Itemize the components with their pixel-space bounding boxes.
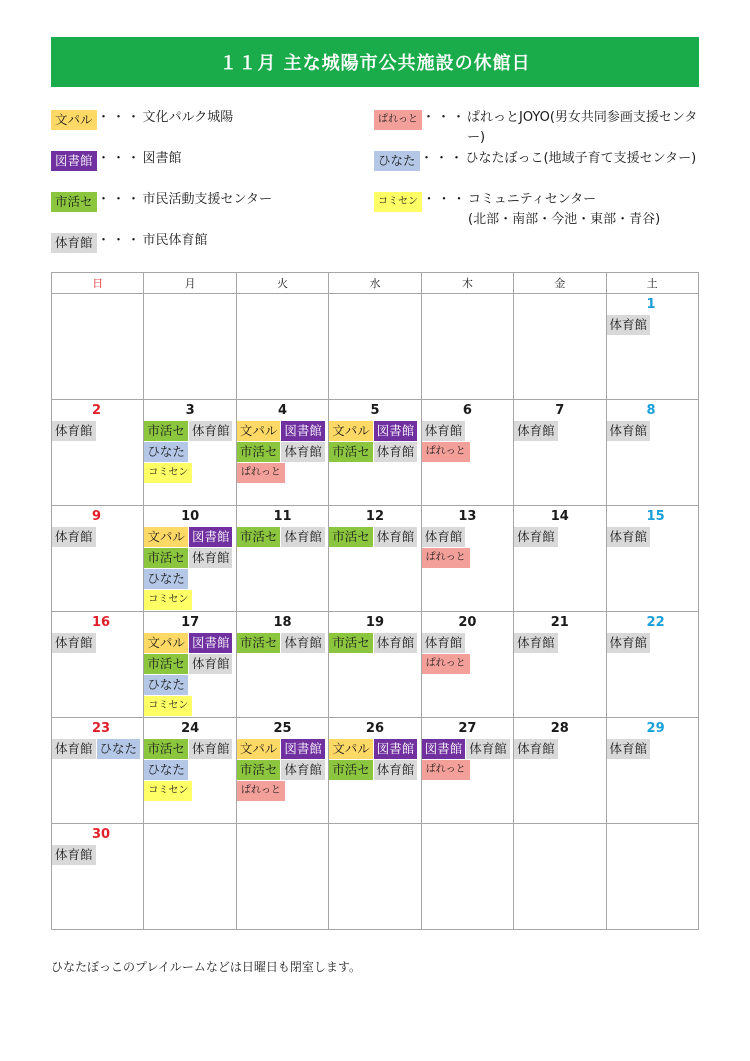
closure-tag: 体育館 <box>52 739 96 759</box>
weekday-sun: 日 <box>52 273 144 294</box>
closure-tags <box>237 739 328 802</box>
closure-tags <box>422 421 513 463</box>
day-number: 19 <box>365 615 385 630</box>
legend-dots: ・・・ <box>97 151 143 166</box>
day-number: 23 <box>92 721 111 736</box>
legend-tag: コミセン <box>374 192 422 212</box>
closure-tag: 図書館 <box>281 739 325 759</box>
weekday-thu: 木 <box>421 273 513 294</box>
closure-tag: ひなた <box>144 442 188 462</box>
closure-tag: 体育館 <box>281 633 325 653</box>
closure-tags <box>607 739 698 760</box>
closure-tags <box>329 739 420 781</box>
closure-tag: 体育館 <box>374 633 418 653</box>
legend-item-bunpal <box>51 108 233 130</box>
calendar-day-cell <box>606 400 698 506</box>
day-number: 30 <box>92 827 111 842</box>
closure-tag: 体育館 <box>189 421 233 441</box>
calendar-day-cell <box>514 612 606 718</box>
closure-tags <box>52 527 143 548</box>
calendar-day-cell <box>236 612 328 718</box>
legend-dots: ・・・ <box>420 151 466 166</box>
calendar-day-cell <box>144 294 236 400</box>
day-number: 10 <box>181 509 200 524</box>
legend-dots: ・・・ <box>97 192 143 207</box>
legend-item-komisen <box>374 190 660 230</box>
closure-tag: 市活セ <box>329 633 373 653</box>
legend-item-hinata <box>374 149 696 171</box>
weekday-sat: 土 <box>606 273 698 294</box>
calendar-day-cell <box>606 612 698 718</box>
legend-item-paretto <box>374 108 699 148</box>
closure-tag: 体育館 <box>374 760 418 780</box>
weekday-fri: 金 <box>514 273 606 294</box>
legend-tag: ぱれっと <box>374 110 422 130</box>
calendar-day-cell <box>329 294 421 400</box>
calendar-day-cell <box>52 400 144 506</box>
legend-dots: ・・・ <box>422 192 468 207</box>
calendar-day-cell <box>514 506 606 612</box>
day-number: 6 <box>462 403 472 418</box>
closure-tag: 体育館 <box>607 315 651 335</box>
calendar-week-row <box>52 824 699 930</box>
closure-tag: ぱれっと <box>422 442 470 462</box>
calendar-day-cell <box>329 824 421 930</box>
calendar-week-row <box>52 612 699 718</box>
closure-tag: 図書館 <box>189 527 233 547</box>
calendar-day-cell <box>421 718 513 824</box>
day-number: 9 <box>92 509 102 524</box>
closure-tag: 文パル <box>144 633 188 653</box>
calendar-day-cell <box>144 400 236 506</box>
closure-tag: 市活セ <box>144 739 188 759</box>
closure-tag: 体育館 <box>189 548 233 568</box>
closure-tags <box>422 633 513 675</box>
closure-tag: ぱれっと <box>237 781 285 801</box>
closure-tag: コミセン <box>144 463 192 483</box>
closure-tags <box>607 421 698 442</box>
closure-tag: ぱれっと <box>422 548 470 568</box>
calendar-day-cell <box>236 824 328 930</box>
calendar-week-row <box>52 400 699 506</box>
closure-tag: 体育館 <box>607 421 651 441</box>
closure-tag: 体育館 <box>514 527 558 547</box>
day-number: 16 <box>92 615 111 630</box>
day-number: 15 <box>646 509 665 524</box>
closure-tag: 図書館 <box>189 633 233 653</box>
closure-tag: 体育館 <box>514 633 558 653</box>
closure-tag: 体育館 <box>422 633 466 653</box>
calendar-day-cell <box>421 824 513 930</box>
calendar-day-cell <box>52 612 144 718</box>
closure-tag: 体育館 <box>514 421 558 441</box>
closure-tag: 体育館 <box>422 421 466 441</box>
closure-tags <box>607 527 698 548</box>
closure-tag: 市活セ <box>237 633 281 653</box>
day-number: 22 <box>646 615 665 630</box>
day-number: 4 <box>278 403 288 418</box>
closure-tag: 体育館 <box>607 527 651 547</box>
calendar-day-cell <box>329 506 421 612</box>
day-number: 17 <box>181 615 200 630</box>
closure-tag: 体育館 <box>52 527 96 547</box>
legend-desc: ひなたぼっこ(地域子育て支援センター) <box>465 151 697 166</box>
calendar-day-cell <box>514 718 606 824</box>
day-number: 28 <box>550 721 569 736</box>
legend-desc: 図書館 <box>142 151 182 166</box>
calendar-day-cell <box>606 294 698 400</box>
legend-dots: ・・・ <box>422 110 468 125</box>
closure-tags <box>144 527 235 611</box>
closure-tags <box>144 421 235 484</box>
calendar-grid <box>51 272 699 930</box>
calendar-day-cell <box>606 506 698 612</box>
calendar-day-cell <box>514 294 606 400</box>
closure-tag: 市活セ <box>329 760 373 780</box>
closure-tag: ぱれっと <box>422 760 470 780</box>
closure-tags <box>514 527 605 548</box>
calendar-day-cell <box>144 506 236 612</box>
calendar-day-cell <box>329 718 421 824</box>
footnote: ひなたぼっこのプレイルームなどは日曜日も閉室します。 <box>51 960 361 974</box>
closure-tags <box>52 421 143 442</box>
calendar-week-row <box>52 506 699 612</box>
day-number: 7 <box>555 403 565 418</box>
closure-tags <box>144 633 235 717</box>
closure-tags <box>237 527 328 548</box>
closure-tag: ぱれっと <box>237 463 285 483</box>
closure-tag: 体育館 <box>374 442 418 462</box>
legend-desc: 文化パルク城陽 <box>142 110 234 125</box>
closure-tags <box>144 739 235 802</box>
calendar-day-cell <box>329 612 421 718</box>
calendar-day-cell <box>236 400 328 506</box>
day-number: 29 <box>646 721 665 736</box>
closure-tag: 市活セ <box>237 442 281 462</box>
day-number: 18 <box>273 615 292 630</box>
legend-tag: 市活セ <box>51 192 97 212</box>
calendar-day-cell <box>52 294 144 400</box>
closure-tags <box>329 527 420 548</box>
calendar-day-cell <box>606 824 698 930</box>
day-number: 8 <box>646 403 656 418</box>
calendar-day-cell <box>52 718 144 824</box>
calendar-week-row <box>52 718 699 824</box>
closure-tag: 文パル <box>237 421 281 441</box>
closure-tag: 体育館 <box>52 845 96 865</box>
closure-tags <box>514 421 605 442</box>
closure-tag: 体育館 <box>607 633 651 653</box>
closure-tag: 市活セ <box>329 442 373 462</box>
day-number: 12 <box>365 509 385 524</box>
closure-tag: 文パル <box>329 739 373 759</box>
legend-desc: 市民体育館 <box>142 233 208 248</box>
legend-tag: 体育館 <box>51 233 97 253</box>
closure-tag: 文パル <box>144 527 188 547</box>
closure-tag: 市活セ <box>237 760 281 780</box>
weekday-wed: 水 <box>329 273 421 294</box>
closure-tag: コミセン <box>144 590 192 610</box>
calendar-week-row <box>52 294 699 400</box>
closure-tag: 図書館 <box>374 421 418 441</box>
closure-tag: ひなた <box>144 569 188 589</box>
closure-tag: 体育館 <box>189 739 233 759</box>
day-number: 20 <box>458 615 477 630</box>
legend-dots: ・・・ <box>97 233 143 248</box>
calendar-day-cell <box>236 718 328 824</box>
closure-tag: ひなた <box>97 739 141 759</box>
legend-tag: 文パル <box>51 110 97 130</box>
weekday-header-row <box>52 273 699 294</box>
closure-tag: 市活セ <box>329 527 373 547</box>
calendar-day-cell <box>144 612 236 718</box>
closure-tag: 体育館 <box>281 760 325 780</box>
day-number: 3 <box>185 403 195 418</box>
closure-tags <box>237 633 328 654</box>
closure-tag: 図書館 <box>374 739 418 759</box>
day-number: 5 <box>370 403 380 418</box>
calendar-day-cell <box>514 824 606 930</box>
closure-tags <box>329 633 420 654</box>
closure-tag: 体育館 <box>374 527 418 547</box>
weekday-tue: 火 <box>236 273 328 294</box>
calendar-day-cell <box>236 506 328 612</box>
calendar-day-cell <box>421 400 513 506</box>
calendar-day-cell <box>421 612 513 718</box>
closure-tag: 体育館 <box>52 633 96 653</box>
closure-tag: 体育館 <box>281 442 325 462</box>
closure-tag: 体育館 <box>607 739 651 759</box>
day-number: 25 <box>273 721 292 736</box>
closure-tag: 体育館 <box>281 527 325 547</box>
calendar-day-cell <box>514 400 606 506</box>
legend <box>51 104 699 264</box>
day-number: 14 <box>550 509 569 524</box>
closure-tag: 市活セ <box>237 527 281 547</box>
closure-tags <box>52 845 143 866</box>
closure-tag: コミセン <box>144 696 192 716</box>
closure-tag: ぱれっと <box>422 654 470 674</box>
legend-dots: ・・・ <box>97 110 143 125</box>
page-title: １１月 主な城陽市公共施設の休館日 <box>51 37 699 87</box>
day-number: 24 <box>181 721 200 736</box>
legend-tag: ひなた <box>374 151 420 171</box>
day-number: 1 <box>646 297 656 312</box>
calendar-day-cell <box>52 824 144 930</box>
legend-desc: ぱれっとJOYO(男女共同参画支援センター) <box>467 110 698 145</box>
closure-tags <box>329 421 420 463</box>
closure-tag: 体育館 <box>422 527 466 547</box>
calendar-day-cell <box>144 718 236 824</box>
day-number: 21 <box>550 615 569 630</box>
closure-tag: コミセン <box>144 781 192 801</box>
closure-tag: 図書館 <box>281 421 325 441</box>
closure-tag: 市活セ <box>144 548 188 568</box>
closure-tags <box>607 633 698 654</box>
closure-tag: 市活セ <box>144 421 188 441</box>
calendar-day-cell <box>421 294 513 400</box>
day-number: 13 <box>458 509 477 524</box>
closure-tags <box>52 739 143 760</box>
closure-tags <box>514 633 605 654</box>
day-number: 27 <box>458 721 477 736</box>
closure-tags <box>422 527 513 569</box>
closure-tag: 市活セ <box>144 654 188 674</box>
closure-tags <box>422 739 513 781</box>
closure-tag: 体育館 <box>189 654 233 674</box>
closure-tag: 体育館 <box>466 739 510 759</box>
closure-tag: ひなた <box>144 760 188 780</box>
calendar-day-cell <box>421 506 513 612</box>
calendar-day-cell <box>606 718 698 824</box>
calendar-day-cell <box>236 294 328 400</box>
closure-tag: ひなた <box>144 675 188 695</box>
weekday-mon: 月 <box>144 273 236 294</box>
day-number: 11 <box>273 509 292 524</box>
closure-tag: 文パル <box>237 739 281 759</box>
closure-tag: 体育館 <box>514 739 558 759</box>
closure-tags <box>514 739 605 760</box>
legend-item-taiiku <box>51 231 208 253</box>
legend-tag: 図書館 <box>51 151 97 171</box>
calendar-day-cell <box>329 400 421 506</box>
legend-item-shikatsu <box>51 190 272 212</box>
closure-tag: 体育館 <box>52 421 96 441</box>
closure-tags <box>607 315 698 336</box>
day-number: 2 <box>92 403 102 418</box>
closure-tag: 文パル <box>329 421 373 441</box>
calendar-day-cell <box>144 824 236 930</box>
closure-tag: 図書館 <box>422 739 466 759</box>
legend-desc: コミュニティセンター (北部・南部・今池・東部・青谷) <box>468 192 661 227</box>
calendar-day-cell <box>52 506 144 612</box>
legend-item-tosho <box>51 149 182 171</box>
legend-desc: 市民活動支援センター <box>142 192 272 207</box>
closure-tags <box>237 421 328 484</box>
closure-tags <box>52 633 143 654</box>
day-number: 26 <box>365 721 385 736</box>
